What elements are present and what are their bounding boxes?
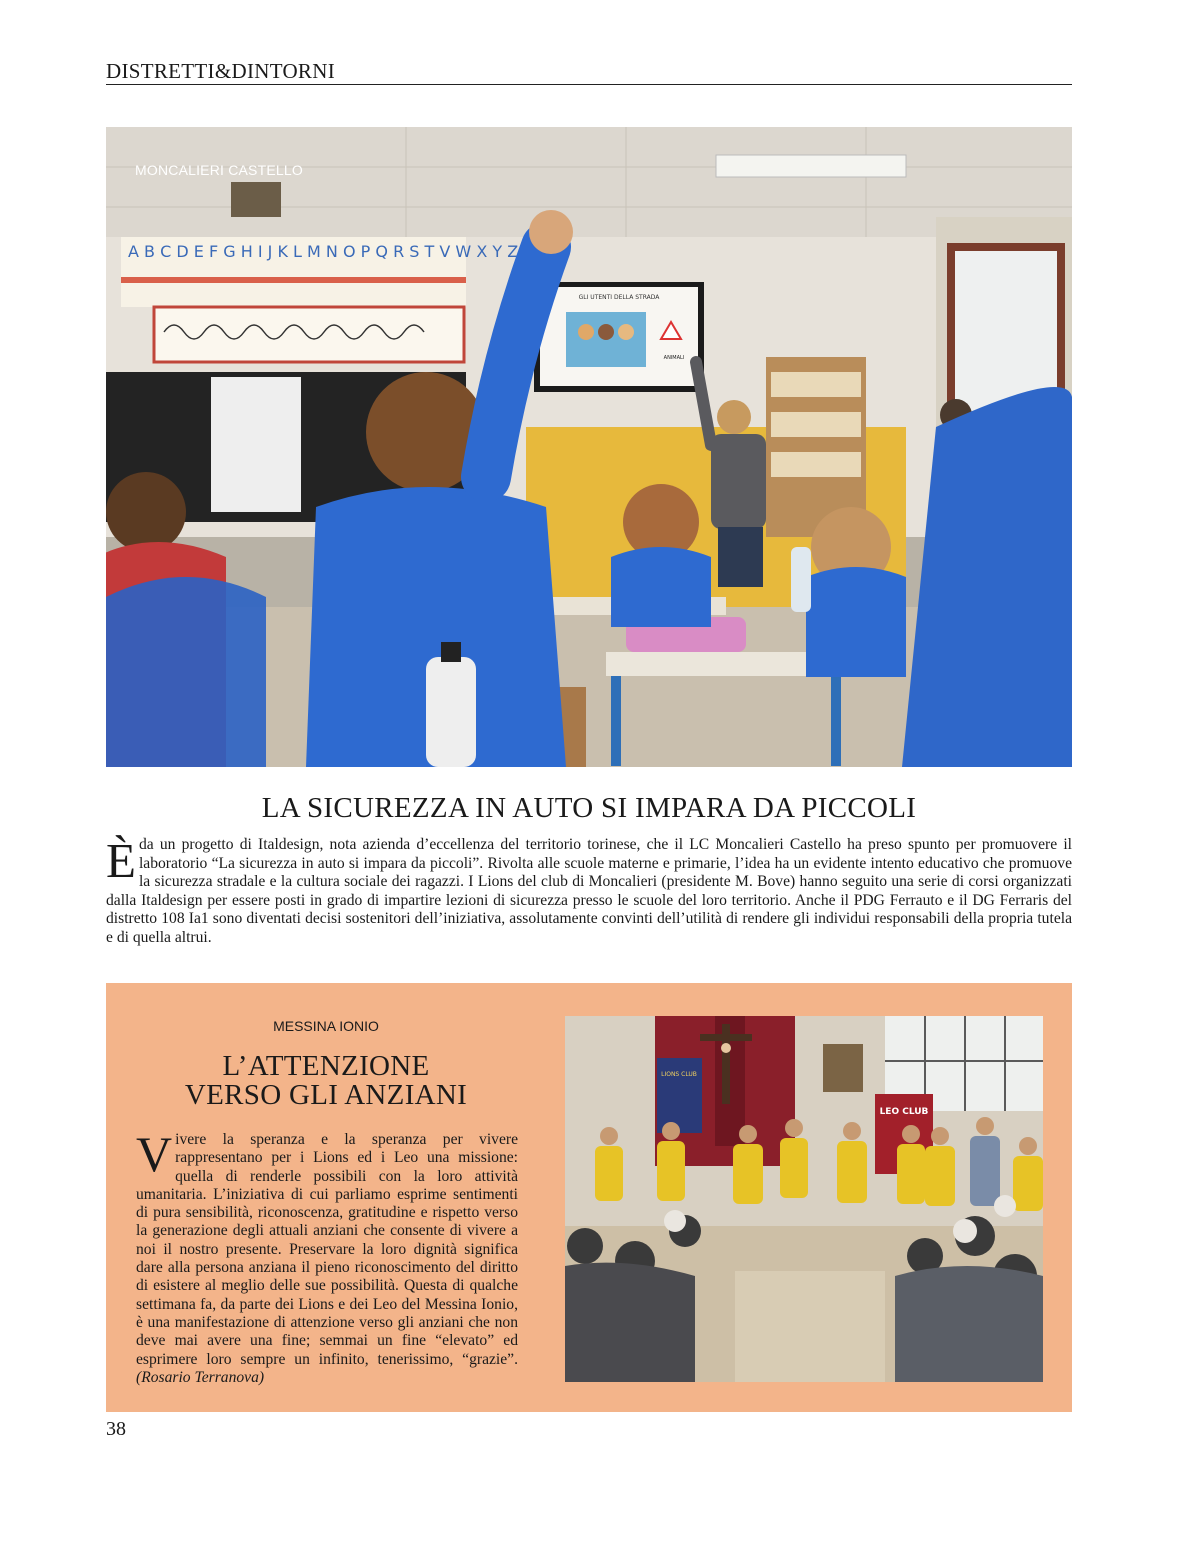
section-header: DISTRETTI&DINTORNI xyxy=(106,59,335,83)
box-text: ivere la speranza e la speranza per vivere rappresentano per i Lions ed i Leo una missione: quella di renderle possibili con la loro attività umanitaria. L’iniziativa di cui parliamo esprime sentimenti di pura sensibilità, riconoscenza, gratitudine e rispetto verso la generazione degli attuali anziani che consente di vivere a noi il nostro presente. Preservare la loro dignità significa dare alla persona anziana il pieno riconoscimento del diritto di esistere al meglio delle sue possibilità. Questa di qualche settimana fa, da parte dei Lions e dei Leo del Messina Ionio, è una manifestazione di attenzione verso gli anziani che non deve mai avere una fine; semmai un fine “elevato” ed esprimere loro sempre un infinito, tenerissimo, “grazie”. xyxy=(136,1131,518,1368)
box-title-line: L’ATTENZIONE xyxy=(222,1050,430,1082)
box-location-tag: MESSINA IONIO xyxy=(273,1018,379,1034)
author-credit: (Rosario Terranova) xyxy=(136,1368,265,1386)
classroom-photo xyxy=(106,127,1072,767)
leo-banner-text: LEO CLUB xyxy=(879,1107,929,1117)
classroom-illustration xyxy=(106,127,1072,767)
screen-label: ANIMALI xyxy=(663,355,685,361)
elderly-event-photo xyxy=(565,1016,1043,1382)
svg-text:A B C D E F G H I J K L M N O: A B C D E F G H I J K L M N O P Q R S T V W X Y Z xyxy=(128,242,519,261)
article-title: LA SICUREZZA IN AUTO SI IMPARA DA PICCOLI xyxy=(261,792,917,824)
screen-title: GLI UTENTI DELLA STRADA xyxy=(578,294,660,301)
box-title-line: VERSO GLI ANZIANI xyxy=(184,1079,468,1111)
lions-banner-text: LIONS CLUB xyxy=(661,1071,697,1078)
box-body xyxy=(136,1126,518,1387)
page-number: 38 xyxy=(106,1418,126,1440)
event-illustration xyxy=(565,1016,1043,1382)
drop-cap: V xyxy=(136,1126,173,1182)
photo-location-tag: MONCALIERI CASTELLO xyxy=(135,162,303,178)
article-body xyxy=(106,833,1072,948)
header-rule xyxy=(106,84,1072,85)
sidebar-box xyxy=(106,983,1072,1412)
drop-cap: È xyxy=(106,833,136,888)
box-title xyxy=(136,1052,516,1110)
article-text: da un progetto di Italdesign, nota azienda d’eccellenza del territorio torinese, che il LC Moncalieri Castello ha preso spunto per promuovere il laboratorio “La sicurezza in auto si impara da piccoli”. Rivolta alle scuole materne e primarie, l’idea ha un evidente intento educativo che promuove la sicurezza stradale e la cultura sociale dei ragazzi. I Lions del club di Moncalieri (presidente M. Bove) hanno seguito una serie di corsi organizzati dalla Italdesign per essere posti in grado di impartire lezioni di sicurezza presso le scuole del loro territorio. Anche il PDG Ferrauto e il DG Ferraris del distretto 108 Ia1 sono diventati decisi sostenitori dell’iniziativa, assolutamente convinti dell’utilità di rendere gli individui responsabili della propria tutela e di quella altrui. xyxy=(106,836,1072,946)
